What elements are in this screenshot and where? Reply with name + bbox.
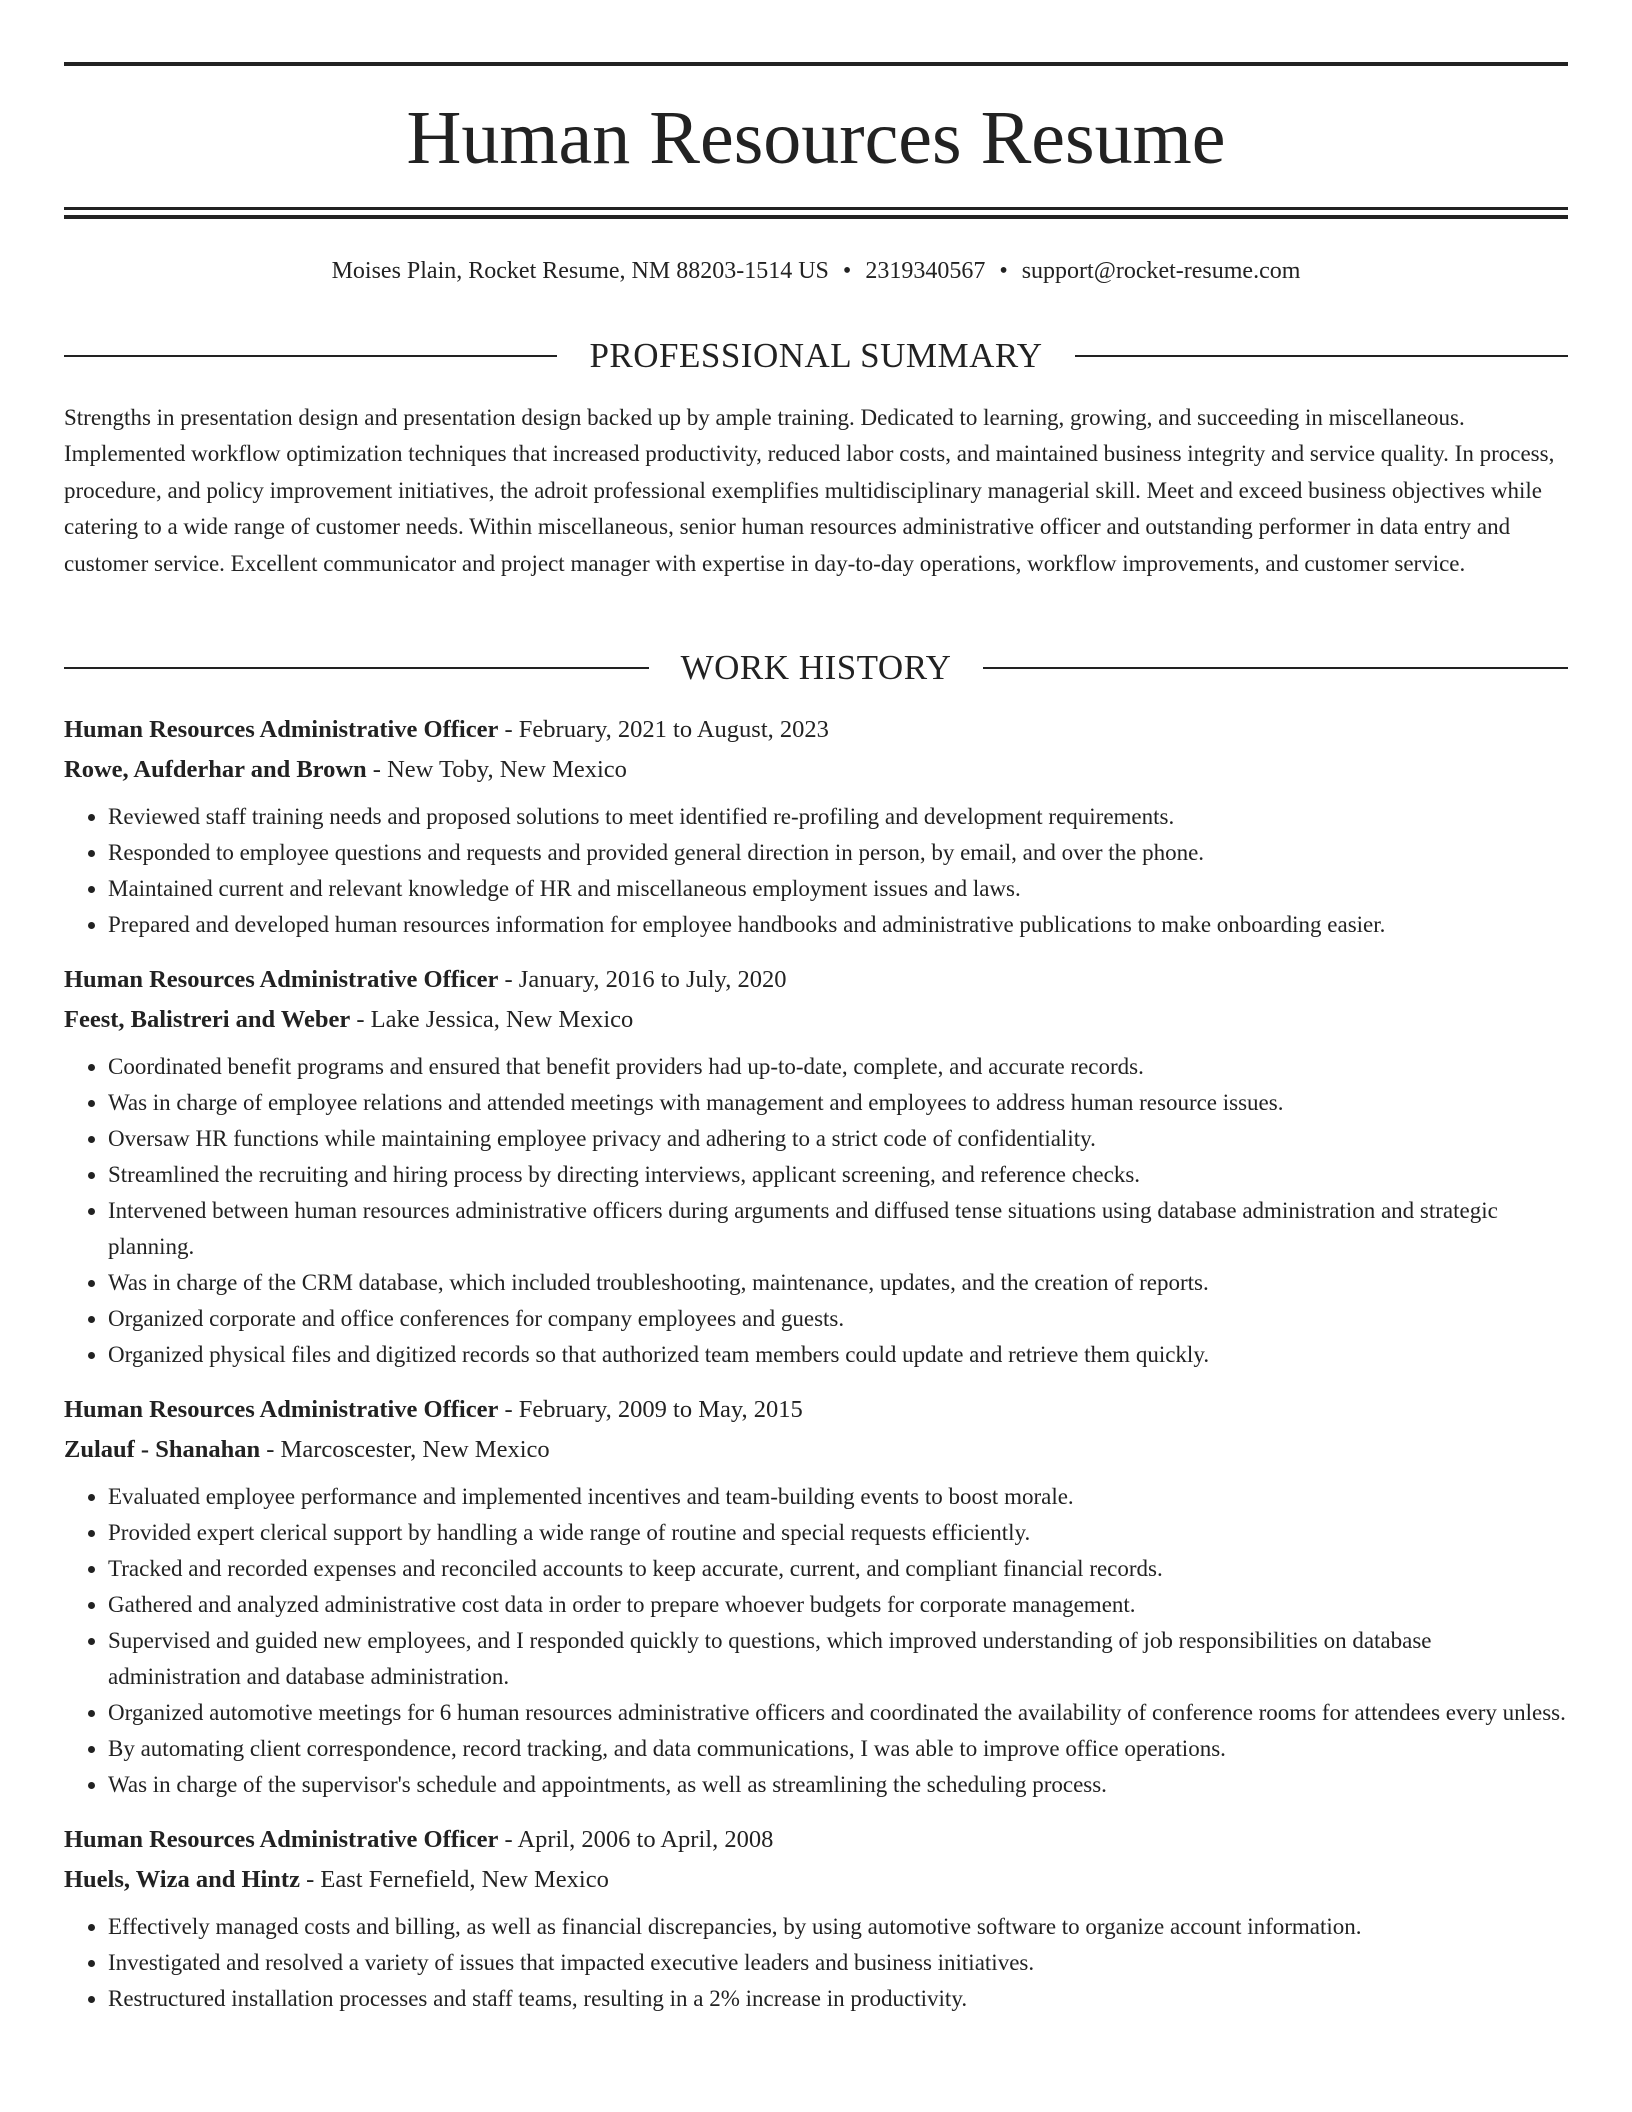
job-dash: - <box>350 1005 371 1033</box>
heading-rule-left <box>64 667 649 669</box>
contact-line <box>64 253 1568 289</box>
job-bullets <box>64 1909 1568 2017</box>
job-title-line <box>64 1390 1568 1430</box>
job-bullet: • Effectively managed costs and billing, as well as financial discrepancies, by using automotive software to organize account information. <box>108 1909 1568 1945</box>
job-title-line <box>64 960 1568 1000</box>
job-bullet: • Tracked and recorded expenses and reconciled accounts to keep accurate, current, and compliant financial records. <box>108 1551 1568 1587</box>
job-bullet: • Investigated and resolved a variety of issues that impacted executive leaders and business initiatives. <box>108 1945 1568 1981</box>
job-title-line <box>64 1820 1568 1860</box>
job-bullet: • Gathered and analyzed administrative cost data in order to prepare whoever budgets for corporate management. <box>108 1587 1568 1623</box>
job-title: Human Resources Administrative Officer <box>64 716 499 743</box>
job-entry <box>64 710 1568 943</box>
job-dates: January, 2016 to July, 2020 <box>518 966 787 993</box>
job-bullet: • Evaluated employee performance and implemented incentives and team-building events to boost morale. <box>108 1479 1568 1515</box>
contact-address: Moises Plain, Rocket Resume, NM 88203-1514 US <box>331 258 829 284</box>
job-location: New Toby, New Mexico <box>387 755 627 783</box>
work-history-heading-label: WORK HISTORY <box>680 648 952 687</box>
job-bullet: • By automating client correspondence, record tracking, and data communications, I was able to improve office operations. <box>108 1731 1568 1767</box>
job-location: Lake Jessica, New Mexico <box>370 1005 634 1033</box>
job-bullet: • Reviewed staff training needs and proposed solutions to meet identified re-profiling and development requirements. <box>108 799 1568 835</box>
job-bullet: • Maintained current and relevant knowledge of HR and miscellaneous employment issues and laws. <box>108 871 1568 907</box>
job-title: Human Resources Administrative Officer <box>64 966 499 993</box>
title-rule-thick <box>64 215 1568 219</box>
job-bullet: • Restructured installation processes and staff teams, resulting in a 2% increase in productivity. <box>108 1981 1568 2017</box>
job-dash: - <box>498 1396 519 1423</box>
job-dash: - <box>366 755 388 783</box>
job-bullet: • Prepared and developed human resources information for employee handbooks and administrative publications to make onboarding easier. <box>108 907 1568 943</box>
job-company: Huels, Wiza and Hintz <box>64 1865 300 1893</box>
job-location: Marcoscester, New Mexico <box>280 1435 550 1463</box>
contact-separator: • <box>842 258 852 284</box>
job-bullet: • Organized physical files and digitized records so that authorized team members could update and retrieve them quickly. <box>108 1337 1568 1373</box>
job-entry <box>64 960 1568 1373</box>
job-bullet: • Organized automotive meetings for 6 human resources administrative officers and coordinated the availability of conference rooms for attendees every unless. <box>108 1695 1568 1731</box>
job-company-line <box>64 1000 1568 1040</box>
heading-rule-right <box>1075 355 1568 357</box>
job-company-line <box>64 1860 1568 1900</box>
heading-rule-left <box>64 355 557 357</box>
job-company: Rowe, Aufderhar and Brown <box>64 755 367 783</box>
top-rule <box>64 62 1568 66</box>
job-company-line <box>64 1430 1568 1470</box>
job-title-line <box>64 710 1568 750</box>
job-dash: - <box>498 716 519 743</box>
job-bullet: • Was in charge of the supervisor's schedule and appointments, as well as streamlining the scheduling process. <box>108 1767 1568 1803</box>
job-entry <box>64 1820 1568 2017</box>
job-bullet: • Responded to employee questions and requests and provided general direction in person, by email, and over the phone. <box>108 835 1568 871</box>
job-bullet: • Organized corporate and office conferences for company employees and guests. <box>108 1301 1568 1337</box>
job-bullet: • Streamlined the recruiting and hiring process by directing interviews, applicant screening, and reference checks. <box>108 1157 1568 1193</box>
job-bullet: • Intervened between human resources administrative officers during arguments and diffused tense situations using database administration and strategic planning. <box>108 1193 1568 1265</box>
job-dash: - <box>498 966 519 993</box>
job-dash: - <box>260 1435 281 1463</box>
heading-rule-right <box>983 667 1568 669</box>
job-bullet: • Was in charge of the CRM database, which included troubleshooting, maintenance, updates, and the creation of reports. <box>108 1265 1568 1301</box>
job-bullets <box>64 1049 1568 1373</box>
job-bullet: • Supervised and guided new employees, and I responded quickly to questions, which improved understanding of job responsibilities on database administration and database administration. <box>108 1623 1568 1695</box>
resume-title: Human Resources Resume <box>406 96 1226 180</box>
title-rule-thin <box>64 207 1568 210</box>
job-dates: February, 2021 to August, 2023 <box>518 716 829 743</box>
job-bullets <box>64 1479 1568 1803</box>
job-bullets <box>64 799 1568 943</box>
job-bullet: • Was in charge of employee relations and attended meetings with management and employees to address human resource issues. <box>108 1085 1568 1121</box>
job-dates: April, 2006 to April, 2008 <box>517 1826 774 1853</box>
work-history-list <box>64 710 1568 2034</box>
summary-text: Strengths in presentation design and presentation design backed up by ample training. Dedicated to learning, growing, and succeeding in miscellaneous. Implemented workflow optimization techniques that increased productivity, reduced labor costs, and maintained business integrity and service quality. In process, procedure, and policy improvement initiatives, the adroit professional exemplifies multidisciplinary managerial skill. Meet and exceed business objectives while catering to a wide range of customer needs. Within miscellaneous, senior human resources administrative officer and outstanding performer in data entry and customer service. Excellent communicator and project manager with expertise in day-to-day operations, workflow improvements, and customer service. <box>64 405 1555 576</box>
summary-heading <box>64 334 1568 378</box>
job-company: Feest, Balistreri and Weber <box>64 1005 351 1033</box>
contact-email[interactable]: support@rocket-resume.com <box>1021 258 1301 284</box>
job-dates: February, 2009 to May, 2015 <box>518 1396 803 1423</box>
work-history-heading <box>64 646 1568 690</box>
job-bullet: • Coordinated benefit programs and ensured that benefit providers had up-to-date, complete, and accurate records. <box>108 1049 1568 1085</box>
job-location: East Fernefield, New Mexico <box>320 1865 609 1893</box>
job-title: Human Resources Administrative Officer <box>64 1826 499 1853</box>
job-title: Human Resources Administrative Officer <box>64 1396 499 1423</box>
summary-heading-label: PROFESSIONAL SUMMARY <box>589 336 1043 375</box>
contact-phone: 2319340567 <box>865 258 986 284</box>
contact-separator: • <box>999 258 1008 284</box>
job-dash: - <box>299 1865 321 1893</box>
job-dash: - <box>498 1826 518 1853</box>
job-bullet: • Oversaw HR functions while maintaining employee privacy and adhering to a strict code of confidentiality. <box>108 1121 1568 1157</box>
job-company: Zulauf - Shanahan <box>64 1435 261 1463</box>
job-entry <box>64 1390 1568 1803</box>
job-bullet: • Provided expert clerical support by handling a wide range of routine and special requests efficiently. <box>108 1515 1568 1551</box>
job-company-line <box>64 750 1568 790</box>
